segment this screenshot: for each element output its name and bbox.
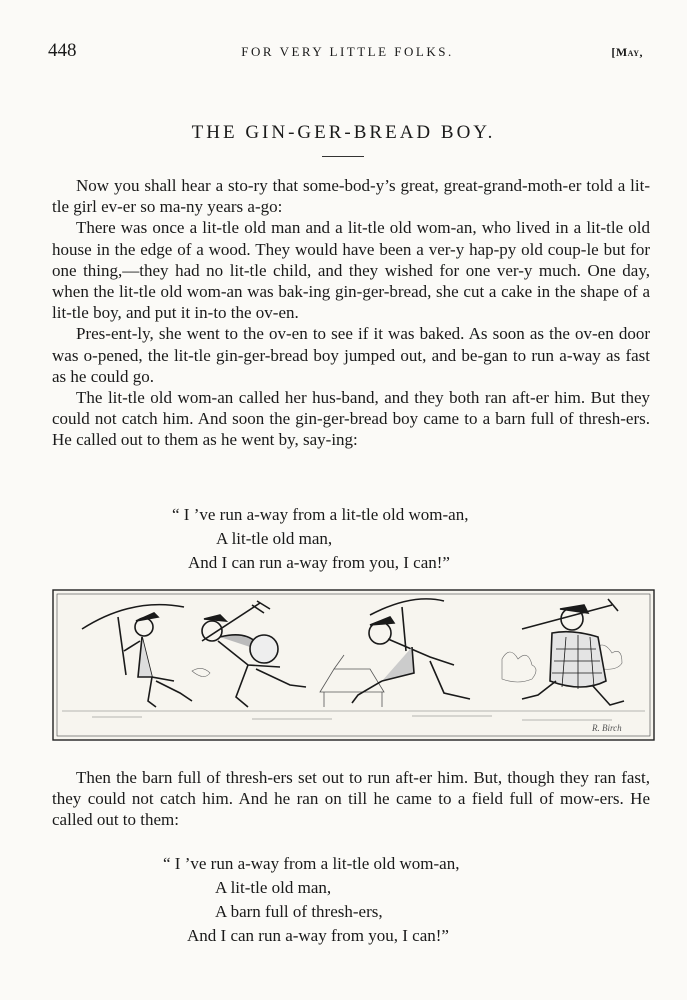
verse-line: A lit-tle old man,	[216, 529, 333, 548]
verse-line: And I can run a-way from you, I can!”	[188, 553, 450, 572]
issue-month: [May,	[611, 45, 643, 59]
page-number: 448	[48, 40, 77, 61]
illustrator-signature: R. Birch	[592, 723, 622, 733]
page-header	[48, 40, 647, 70]
verse-line: And I can run a-way from you, I can!”	[187, 926, 449, 945]
paragraph: Then the barn full of thresh-ers set out to run aft-er him. But, though they ran fast, they could not catch him. And he ran on till he came to a field full of mow-ers. He called out to them:	[52, 768, 650, 830]
paragraph: Now you shall hear a sto-ry that some-bod-y’s great, great-grand-moth-er told a lit-tle girl ev-er so ma-ny years a-go:	[52, 176, 650, 217]
verse-line: A barn full of thresh-ers,	[215, 902, 383, 921]
illustration-running-figures	[52, 589, 655, 741]
running-title: FOR VERY LITTLE FOLKS.	[241, 44, 454, 59]
paragraph: There was once a lit-tle old man and a lit-tle old wom-an, who lived in a lit-tle old house in the edge of a wood. They would have been a ver-y hap-py old coup-le but for one thing,—they had no lit-tle child, and they wished for one ver-y much. One day, when the lit-tle old wom-an was bak-ing gin-ger-bread, she cut a cake in the shape of a lit-tle boy, and put it in-to the ov-en.	[52, 218, 650, 323]
paragraph: The lit-tle old wom-an called her hus-band, and they both ran aft-er him. But they could not catch him. And soon the gin-ger-bread boy came to a barn full of thresh-ers. He called out to them as he went by, say-ing:	[52, 388, 650, 450]
verse-line: “ I ’ve run a-way from a lit-tle old wom-an,	[163, 854, 460, 873]
verse-1	[172, 503, 468, 575]
verse-line: A lit-tle old man,	[215, 878, 332, 897]
story-text-part-2	[52, 767, 650, 831]
story-text-part-1	[52, 175, 650, 451]
illustration-drawing	[52, 589, 655, 741]
verse-2	[163, 852, 459, 948]
paragraph: Pres-ent-ly, she went to the ov-en to see if it was baked. As soon as the ov-en door was o-pened, the lit-tle gin-ger-bread boy jumped out, and be-gan to run a-way as fast as he could go.	[52, 324, 650, 386]
story-title: THE GIN-GER-BREAD BOY.	[191, 122, 496, 143]
verse-line: “ I ’ve run a-way from a lit-tle old wom-an,	[172, 505, 469, 524]
title-rule	[322, 156, 364, 157]
